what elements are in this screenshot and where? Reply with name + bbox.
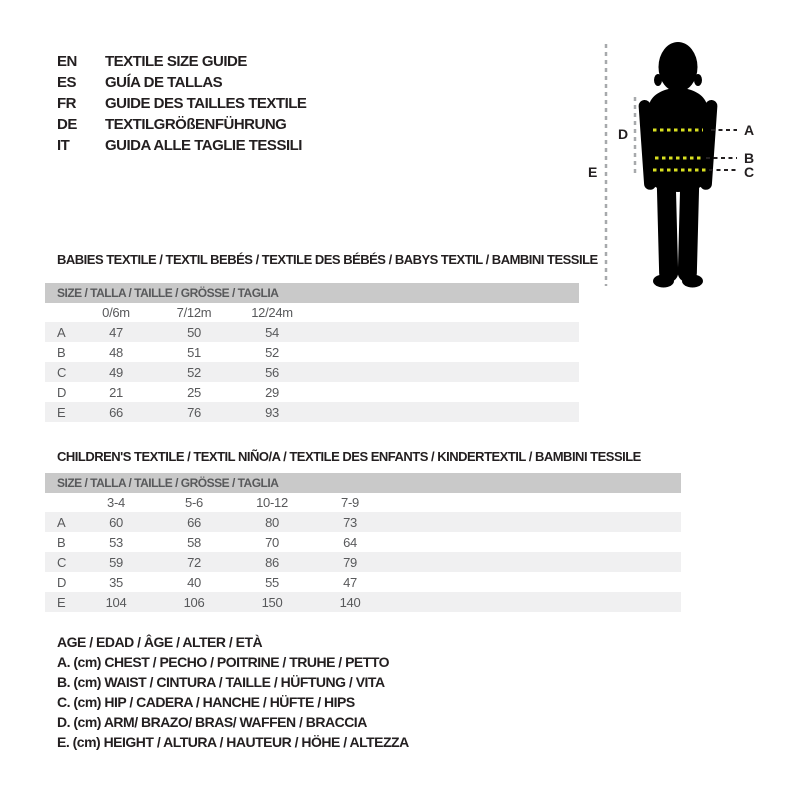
measurement-legend bbox=[57, 632, 409, 752]
children-size-header-bar: SIZE / TALLA / TAILLE / GRÖSSE / TAGLIA bbox=[45, 473, 681, 493]
chest-label: A bbox=[744, 122, 755, 138]
babies-column-header-row bbox=[45, 303, 579, 322]
table-row bbox=[45, 362, 579, 382]
language-item bbox=[57, 93, 306, 114]
language-label: TEXTILGRÖßENFÜHRUNG bbox=[105, 116, 287, 133]
legend-age-line: AGE / EDAD / ÂGE / ALTER / ETÀ bbox=[57, 634, 263, 650]
column-header: 7/12m bbox=[176, 305, 212, 320]
cell-value: 80 bbox=[265, 514, 279, 530]
children-section-title: CHILDREN'S TEXTILE / TEXTIL NIÑO/A / TEXTILE DES ENFANTS / KINDERTEXTIL / BAMBINI TESSILE bbox=[57, 449, 641, 464]
language-code: DE bbox=[57, 116, 77, 133]
table-row bbox=[45, 342, 579, 362]
cell-value: 52 bbox=[187, 364, 201, 380]
language-item bbox=[57, 114, 306, 135]
cell-value: 54 bbox=[265, 324, 279, 340]
row-label: E bbox=[57, 404, 66, 420]
table-row bbox=[45, 382, 579, 402]
arm-label: D bbox=[618, 126, 629, 142]
cell-value: 66 bbox=[109, 404, 123, 420]
row-label: A bbox=[57, 324, 66, 340]
cell-value: 60 bbox=[109, 514, 123, 530]
babies-size-header-bar: SIZE / TALLA / TAILLE / GRÖSSE / TAGLIA bbox=[45, 283, 579, 303]
cell-value: 58 bbox=[187, 534, 201, 550]
cell-value: 64 bbox=[343, 534, 357, 550]
cell-value: 59 bbox=[109, 554, 123, 570]
child-measurement-diagram bbox=[580, 30, 800, 300]
cell-value: 56 bbox=[265, 364, 279, 380]
language-item bbox=[57, 51, 306, 72]
language-code: IT bbox=[57, 137, 70, 154]
language-label: GUIDA ALLE TAGLIE TESSILI bbox=[105, 137, 302, 154]
legend-arm-line: D. (cm) ARM/ BRAZO/ BRAS/ WAFFEN / BRACCIA bbox=[57, 714, 367, 730]
table-row bbox=[45, 322, 579, 342]
cell-value: 72 bbox=[187, 554, 201, 570]
cell-value: 104 bbox=[105, 594, 127, 610]
cell-value: 86 bbox=[265, 554, 279, 570]
column-header: 10-12 bbox=[256, 495, 288, 510]
cell-value: 79 bbox=[343, 554, 357, 570]
row-label: A bbox=[57, 514, 66, 530]
legend-hip-line: C. (cm) HIP / CADERA / HANCHE / HÜFTE / HIPS bbox=[57, 694, 355, 710]
legend-chest-line: A. (cm) CHEST / PECHO / POITRINE / TRUHE / PETTO bbox=[57, 654, 390, 670]
children-size-table bbox=[45, 473, 681, 612]
cell-value: 53 bbox=[109, 534, 123, 550]
cell-value: 47 bbox=[109, 324, 123, 340]
cell-value: 73 bbox=[343, 514, 357, 530]
row-label: B bbox=[57, 344, 66, 360]
cell-value: 70 bbox=[265, 534, 279, 550]
cell-value: 40 bbox=[187, 574, 201, 590]
language-list bbox=[57, 51, 306, 156]
column-header: 5-6 bbox=[185, 495, 203, 510]
cell-value: 49 bbox=[109, 364, 123, 380]
cell-value: 150 bbox=[261, 594, 283, 610]
table-row bbox=[45, 402, 579, 422]
cell-value: 51 bbox=[187, 344, 201, 360]
children-column-header-row bbox=[45, 493, 681, 512]
row-label: C bbox=[57, 364, 67, 380]
language-code: ES bbox=[57, 74, 77, 91]
child-silhouette-icon bbox=[638, 42, 718, 288]
babies-size-table bbox=[45, 283, 579, 422]
language-label: GUIDE DES TAILLES TEXTILE bbox=[105, 95, 307, 112]
column-header: 7-9 bbox=[341, 495, 359, 510]
language-item bbox=[57, 135, 306, 156]
column-header: 3-4 bbox=[107, 495, 125, 510]
language-label: GUÍA DE TALLAS bbox=[105, 74, 223, 91]
row-label: D bbox=[57, 574, 67, 590]
hip-label: C bbox=[744, 164, 755, 180]
cell-value: 106 bbox=[183, 594, 205, 610]
cell-value: 93 bbox=[265, 404, 279, 420]
cell-value: 35 bbox=[109, 574, 123, 590]
waist-label: B bbox=[744, 150, 755, 166]
language-code: EN bbox=[57, 53, 77, 70]
legend-height-line: E. (cm) HEIGHT / ALTURA / HAUTEUR / HÖHE / ALTEZZA bbox=[57, 734, 409, 750]
babies-section-title: BABIES TEXTILE / TEXTIL BEBÉS / TEXTILE DES BÉBÉS / BABYS TEXTIL / BAMBINI TESSILE bbox=[57, 252, 598, 267]
height-label: E bbox=[588, 164, 598, 180]
table-row bbox=[45, 572, 681, 592]
cell-value: 140 bbox=[339, 594, 361, 610]
column-header: 12/24m bbox=[251, 305, 293, 320]
cell-value: 25 bbox=[187, 384, 201, 400]
cell-value: 66 bbox=[187, 514, 201, 530]
table-row bbox=[45, 552, 681, 572]
cell-value: 47 bbox=[343, 574, 357, 590]
row-label: E bbox=[57, 594, 66, 610]
row-label: D bbox=[57, 384, 67, 400]
cell-value: 21 bbox=[109, 384, 123, 400]
table-row bbox=[45, 592, 681, 612]
language-item bbox=[57, 72, 306, 93]
cell-value: 55 bbox=[265, 574, 279, 590]
language-code: FR bbox=[57, 95, 76, 112]
cell-value: 52 bbox=[265, 344, 279, 360]
column-header: 0/6m bbox=[102, 305, 130, 320]
legend-waist-line: B. (cm) WAIST / CINTURA / TAILLE / HÜFTUNG / VITA bbox=[57, 674, 385, 690]
cell-value: 48 bbox=[109, 344, 123, 360]
table-row bbox=[45, 532, 681, 552]
cell-value: 76 bbox=[187, 404, 201, 420]
row-label: B bbox=[57, 534, 66, 550]
row-label: C bbox=[57, 554, 67, 570]
cell-value: 29 bbox=[265, 384, 279, 400]
table-row bbox=[45, 512, 681, 532]
language-label: TEXTILE SIZE GUIDE bbox=[105, 53, 247, 70]
cell-value: 50 bbox=[187, 324, 201, 340]
